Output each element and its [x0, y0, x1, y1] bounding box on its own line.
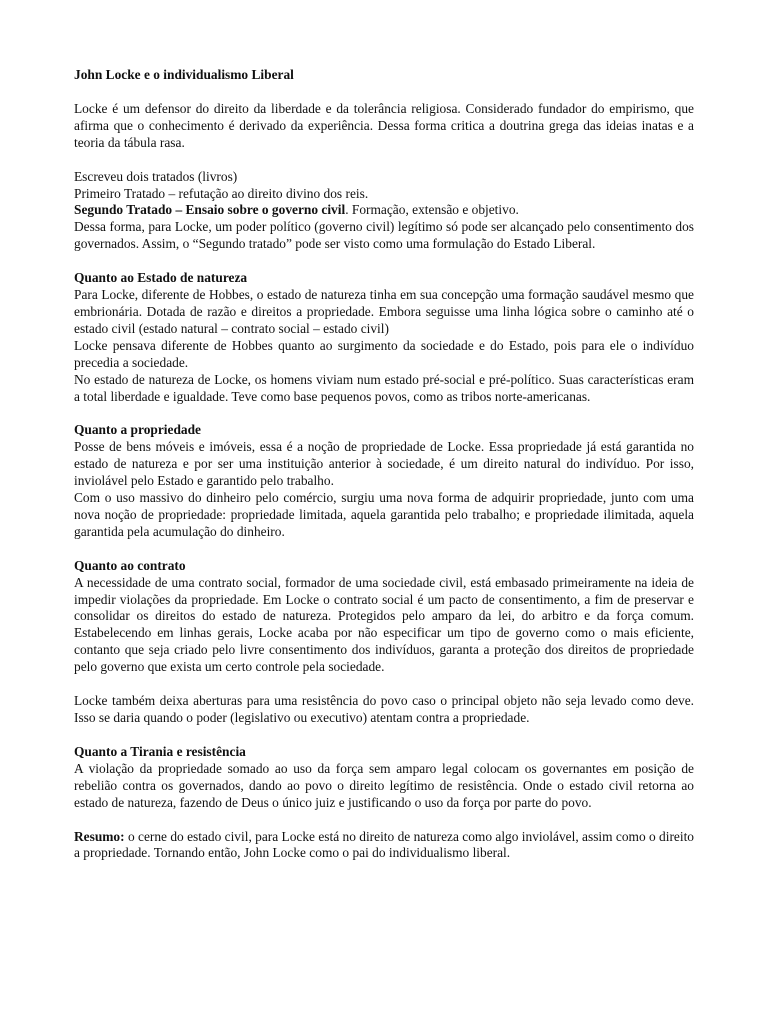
second-treatise-title: Segundo Tratado – Ensaio sobre o governo civil: [74, 202, 346, 218]
document-title: John Locke e o individualismo Liberal: [74, 67, 294, 82]
resumo-paragraph: [74, 829, 694, 863]
treatises-line-2: Primeiro Tratado – refutação ao direito divino dos reis.: [74, 185, 369, 201]
section-heading-tirania: Quanto a Tirania e resistência: [74, 743, 246, 759]
section-heading-contrato: Quanto ao contrato: [74, 557, 186, 573]
second-treatise-description: . Formação, extensão e objetivo.: [345, 202, 519, 218]
estado-natureza-paragraph-1: Para Locke, diferente de Hobbes, o estado de natureza tinha em sua concepção uma formação saudável mesmo que embrionária. Dotada de razão e direitos a propriedade. Embora seguisse uma linha lógica sobre o caminho até o estado civil (estado natural – contrato social – estado civil): [74, 287, 694, 336]
treatises-line-1: Escreveu dois tratados (livros): [74, 168, 238, 184]
treatises-paragraph: Dessa forma, para Locke, um poder político (governo civil) legítimo só pode ser alcançado pelo consentimento dos governados. Assim, o “Segundo tratado” pode ser visto como uma formulação do Estado Liberal.: [74, 219, 694, 252]
estado-natureza-paragraph-3: No estado de natureza de Locke, os homens viviam num estado pré-social e pré-político. Suas características eram a total liberdade e igualdade. Teve como base pequenos povos, como as tribos norte-americanas.: [74, 371, 694, 404]
section-heading-estado-natureza: Quanto ao Estado de natureza: [74, 270, 248, 286]
propriedade-paragraph-2: Com o uso massivo do dinheiro pelo comércio, surgiu uma nova forma de adquirir propriedade, junto com uma nova noção de propriedade: propriedade limitada, aquela garantida pelo trabalho; e propriedade ilimitada, aquela garantida pela acumulação do dinheiro.: [74, 490, 694, 539]
contrato-paragraph-1: A necessidade de uma contrato social, formador de uma sociedade civil, está embasado primeiramente na ideia de impedir violações da propriedade. Em Locke o contrato social é um pacto de consentimento, a fim de preservar e consolidar os direitos do estado de natureza. Protegidos pelo amparo da lei, do arbitro e da força comum. Estabelecendo em linhas gerais, Locke acaba por não especificar um tipo de governo como o mais eficiente, contanto que seja criado pelo livre consentimento dos indivíduos, garanta a proteção dos direitos de propriedade pelo governo que exista um certo controle pela sociedade.: [74, 574, 694, 675]
section-heading-propriedade: Quanto a propriedade: [74, 422, 201, 438]
resumo-text: o cerne do estado civil, para Locke está no direito de natureza como algo inviolável, assim como o direito a propriedade. Tornando então, John Locke como o pai do individualismo liberal.: [74, 828, 694, 861]
treatises-line-3: [74, 202, 694, 219]
resumo-label: Resumo:: [74, 828, 125, 844]
estado-natureza-paragraph-2: Locke pensava diferente de Hobbes quanto ao surgimento da sociedade e do Estado, pois para ele o indivíduo precedia a sociedade.: [74, 337, 694, 370]
document-page: [74, 67, 694, 862]
intro-paragraph: Locke é um defensor do direito da liberdade e da tolerância religiosa. Considerado fundador do empirismo, que afirma que o conhecimento é derivado da experiência. Dessa forma critica a doutrina grega das ideias inatas e a teoria da tábula rasa.: [74, 100, 694, 150]
propriedade-paragraph-1: Posse de bens móveis e imóveis, essa é a noção de propriedade de Locke. Essa propriedade já está garantida no estado de natureza e por ser uma instituição anterior à sociedade, é um direito natural do indivíduo. Por isso, inviolável pelo Estado e garantido pelo trabalho.: [74, 439, 694, 489]
contrato-paragraph-2: Locke também deixa aberturas para uma resistência do povo caso o principal objeto não seja levado como deve. Isso se daria quando o poder (legislativo ou executivo) atentam contra a propriedade.: [74, 693, 694, 725]
tirania-paragraph: A violação da propriedade somado ao uso da força sem amparo legal colocam os governantes em posição de rebelião contra os governados, dando ao povo o direito legítimo de resistência. Onde o estado civil retorna ao estado de natureza, fazendo de Deus o único juiz e justificando o uso da força por parte do povo.: [74, 760, 694, 810]
